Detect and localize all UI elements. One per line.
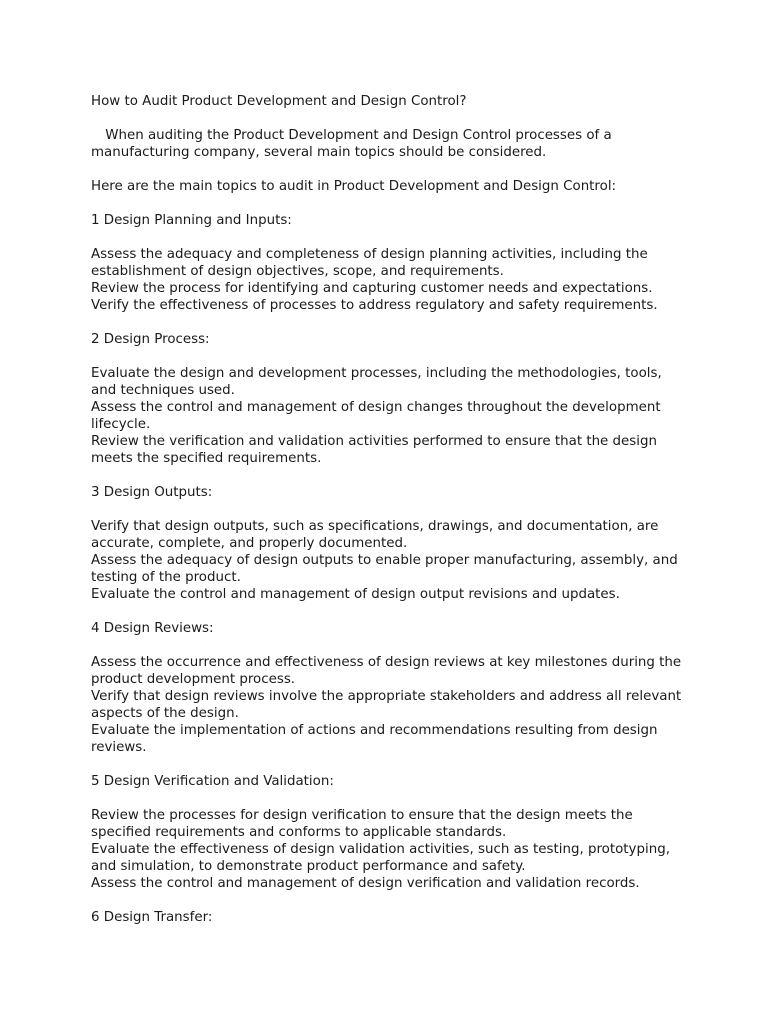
section-line: Evaluate the design and development processes, including the methodologies, tools,: [91, 366, 662, 381]
section-line: Verify the effectiveness of processes to address regulatory and safety requirements.: [91, 298, 658, 313]
section-heading: 5 Design Verification and Validation:: [91, 774, 334, 789]
section-line: Assess the adequacy and completeness of design planning activities, including the: [91, 247, 648, 262]
document-title: How to Audit Product Development and Design Control?: [91, 94, 467, 109]
section-line: testing of the product.: [91, 570, 241, 585]
section-line: Verify that design outputs, such as specifications, drawings, and documentation, are: [91, 519, 659, 534]
section-heading: 1 Design Planning and Inputs:: [91, 213, 292, 228]
intro-line: manufacturing company, several main topics should be considered.: [91, 145, 547, 160]
section-line: meets the specified requirements.: [91, 451, 322, 466]
spacer: [91, 756, 691, 773]
section-line: Evaluate the control and management of design output revisions and updates.: [91, 587, 620, 602]
section-heading: 2 Design Process:: [91, 332, 210, 347]
section-line: Verify that design reviews involve the appropriate stakeholders and address all relevant: [91, 689, 682, 704]
section-line: aspects of the design.: [91, 706, 239, 721]
section-line: Assess the occurrence and effectiveness of design reviews at key milestones during the: [91, 655, 682, 670]
section-line: accurate, complete, and properly documented.: [91, 536, 408, 551]
section-line: Evaluate the effectiveness of design validation activities, such as testing, prototyping,: [91, 842, 670, 857]
intro-line: [91, 127, 691, 144]
section-line: Review the process for identifying and capturing customer needs and expectations.: [91, 281, 653, 296]
spacer: [91, 501, 691, 518]
section-line: Evaluate the implementation of actions and recommendations resulting from design: [91, 723, 658, 738]
section-heading: 3 Design Outputs:: [91, 485, 213, 500]
section-line: specified requirements and conforms to applicable standards.: [91, 825, 507, 840]
section-line: Assess the control and management of design verification and validation records.: [91, 876, 640, 891]
section-heading: 6 Design Transfer:: [91, 910, 213, 925]
spacer: [91, 195, 691, 212]
spacer: [91, 790, 691, 807]
section-line: Review the verification and validation activities performed to ensure that the design: [91, 434, 657, 449]
section-line: product development process.: [91, 672, 296, 687]
section-line: and techniques used.: [91, 383, 235, 398]
spacer: [91, 467, 691, 484]
spacer: [91, 229, 691, 246]
section-line: Assess the adequacy of design outputs to enable proper manufacturing, assembly, and: [91, 553, 678, 568]
spacer: [91, 161, 691, 178]
spacer: [91, 637, 691, 654]
section-line: lifecycle.: [91, 417, 151, 432]
document-body: [91, 93, 691, 926]
spacer: [91, 314, 691, 331]
spacer: [91, 603, 691, 620]
section-line: Assess the control and management of design changes throughout the development: [91, 400, 661, 415]
section-line: and simulation, to demonstrate product performance and safety.: [91, 859, 526, 874]
spacer: [91, 110, 691, 127]
spacer: [91, 348, 691, 365]
section-line: Review the processes for design verification to ensure that the design meets the: [91, 808, 633, 823]
section-line: reviews.: [91, 740, 147, 755]
section-heading: 4 Design Reviews:: [91, 621, 214, 636]
intro-text: When auditing the Product Development and Design Control processes of a: [105, 128, 612, 143]
section-line: establishment of design objectives, scope, and requirements.: [91, 264, 504, 279]
spacer: [91, 892, 691, 909]
topics-lead: Here are the main topics to audit in Product Development and Design Control:: [91, 179, 617, 194]
